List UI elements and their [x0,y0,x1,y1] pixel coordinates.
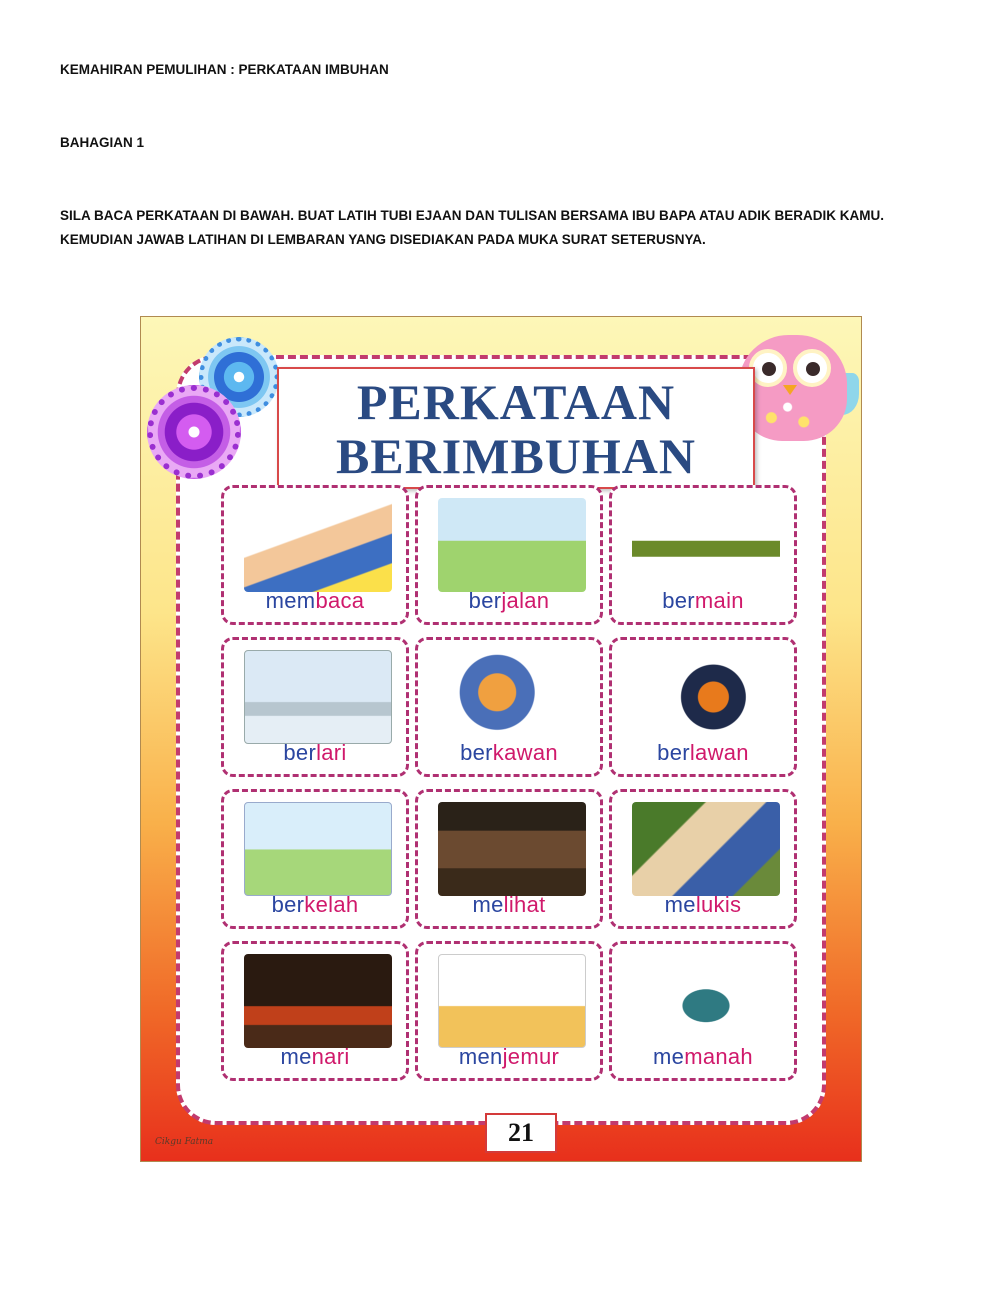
card-word [612,1044,794,1070]
word-card [609,789,797,929]
signature: Cikgu Fatma [155,1137,214,1147]
word-root: lukis [695,892,742,917]
word-root: lawan [689,740,749,765]
section-label: BAHAGIAN 1 [60,135,145,150]
card-word [224,1044,406,1070]
poster-title [277,367,755,489]
owl-eye [793,349,831,387]
title-line: PERKATAAN [356,374,676,430]
card-word [612,740,794,766]
drying-clothes-picture [438,954,586,1048]
word-prefix: ber [283,740,317,765]
word-root: jemur [502,1044,560,1069]
document-heading: KEMAHIRAN PEMULIHAN : PERKATAAN IMBUHAN [60,62,389,77]
card-word [224,740,406,766]
card-word [612,892,794,918]
purple-flower-icon [147,385,241,479]
word-card [609,485,797,625]
child-painting-picture [632,802,780,896]
card-word [612,588,794,614]
word-root: manah [684,1044,753,1069]
word-poster [140,316,862,1162]
archer-picture [632,954,780,1048]
word-card [221,637,409,777]
word-card [415,485,603,625]
card-word [418,892,600,918]
title-line: BERIMBUHAN [335,428,697,484]
card-word [418,588,600,614]
word-card [415,789,603,929]
word-root: jalan [501,588,550,613]
word-card [415,637,603,777]
children-walking-picture [438,498,586,592]
friends-group-picture [438,650,586,744]
word-prefix: mem [265,588,316,613]
page-number: 21 [485,1113,557,1153]
word-prefix: ber [657,740,690,765]
instruction-text: SILA BACA PERKATAAN DI BAWAH. BUAT LATIH TUBI EJAAN DAN TULISAN BERSAMA IBU BAPA ATAU ADIK BERADIK KAMU. KEMUDIAN JAWAB LATIHAN DI LEMBARAN YANG DISEDIAKAN PADA MUKA SURAT SETERUSNYA. [60,208,884,247]
card-word [224,892,406,918]
word-prefix: ber [460,740,493,765]
word-prefix: me [280,1044,312,1069]
children-reading-picture [244,498,392,592]
word-card [221,789,409,929]
fighting-characters-picture [632,650,780,744]
word-root: lari [316,740,347,765]
word-root: main [694,588,744,613]
word-card [221,485,409,625]
binoculars-picture [438,802,586,896]
word-card [415,941,603,1081]
word-card [221,941,409,1081]
card-word [418,740,600,766]
word-root: nari [311,1044,350,1069]
word-prefix: men [458,1044,503,1069]
word-root: baca [315,588,365,613]
word-root: lihat [503,892,546,917]
card-word [418,1044,600,1070]
word-prefix: ber [468,588,502,613]
word-prefix: ber [662,588,695,613]
word-root: kelah [304,892,359,917]
owl-beak [783,385,797,395]
word-card [609,637,797,777]
dancers-picture [244,954,392,1048]
word-prefix: me [653,1044,685,1069]
word-prefix: me [664,892,696,917]
word-prefix: me [472,892,504,917]
children-playing-picture [632,498,780,592]
picnic-picture [244,802,392,896]
word-prefix: ber [271,892,305,917]
man-running-picture [244,650,392,744]
word-card [609,941,797,1081]
card-word [224,588,406,614]
word-root: kawan [492,740,558,765]
